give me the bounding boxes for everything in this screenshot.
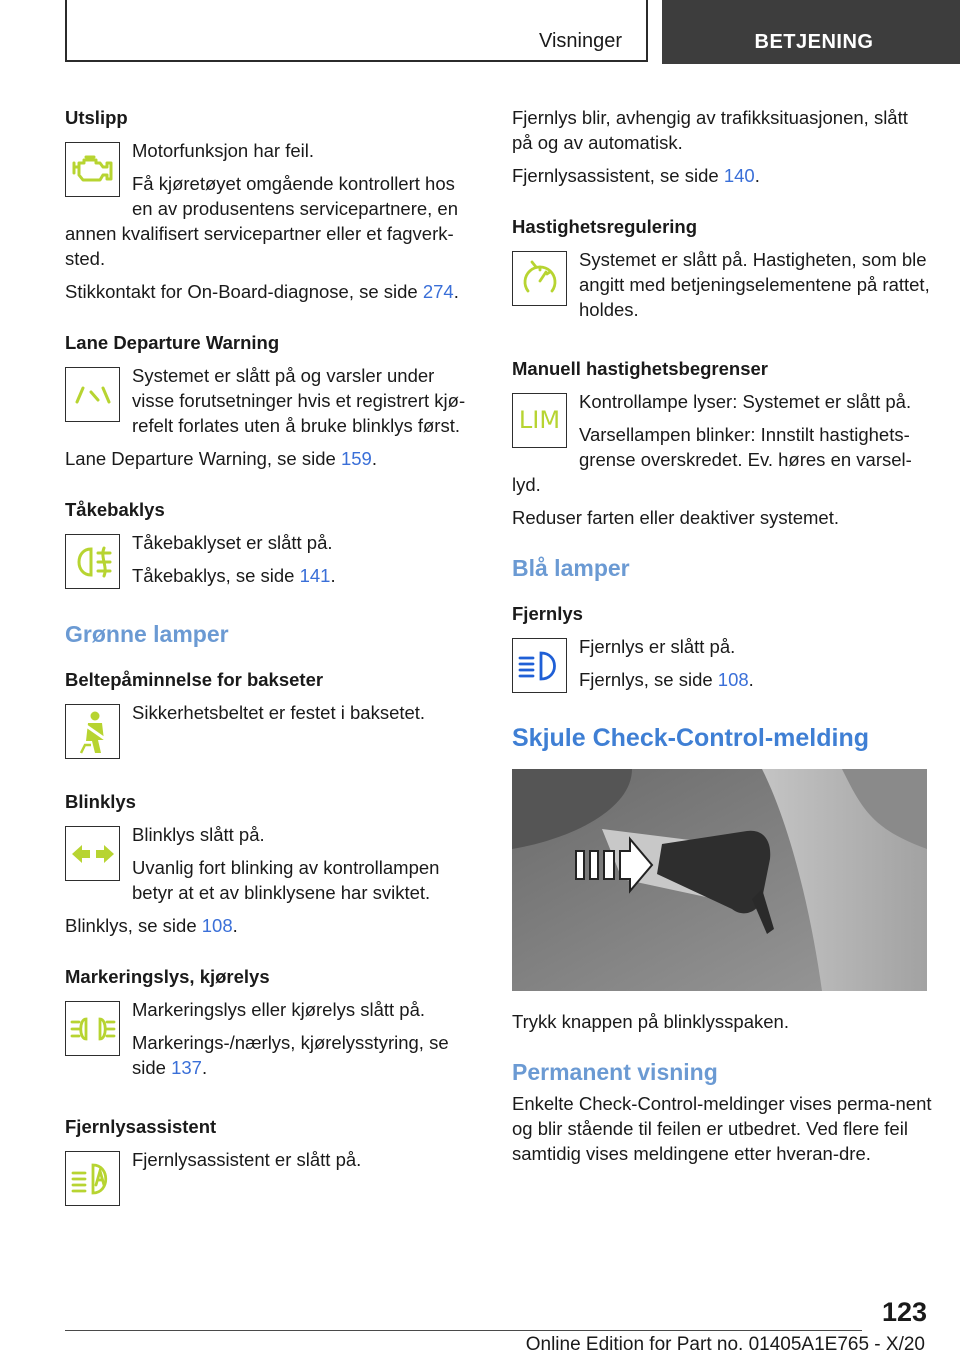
blink-line1: Blinklys slått på. bbox=[132, 824, 265, 845]
highbeam-title: Fjernlys bbox=[512, 603, 583, 624]
header-chapter-tab bbox=[662, 0, 960, 64]
marker-ref-end: . bbox=[201, 1057, 208, 1078]
highbeam-ref-end: . bbox=[748, 669, 754, 690]
page-number: 123 bbox=[881, 1297, 927, 1327]
belt-line1: Sikkerhetsbeltet er festet i baksetet. bbox=[132, 702, 426, 723]
marker-title: Markeringslys, kjørelys bbox=[65, 966, 270, 987]
turn-signal-lever-photo bbox=[512, 769, 927, 991]
blink-ref-link[interactable]: 108 bbox=[201, 915, 233, 936]
utslipp-ref bbox=[65, 279, 475, 304]
limiter-line3: Reduser farten eller deaktiver systemet. bbox=[512, 507, 839, 528]
permanent-heading: Permanent visning bbox=[512, 1059, 718, 1085]
hba-title: Fjernlysassistent bbox=[65, 1116, 217, 1137]
limiter-line2: Varsellampen blinker: Innstilt hastighets-grense overskredet. Ev. høres en varsel-lyd. bbox=[512, 424, 912, 495]
marker-block bbox=[65, 964, 475, 1088]
lane-ref-end: . bbox=[371, 448, 377, 469]
limiter-title: Manuell hastighetsbegrenser bbox=[512, 358, 768, 379]
header-chapter-title: BETJENING bbox=[754, 31, 874, 53]
limiter-block bbox=[512, 356, 932, 530]
blink-block bbox=[65, 789, 475, 938]
blink-line2: Uvanlig fort blinking av kontrollampen betyr at et av blinklysene har sviktet. bbox=[132, 857, 440, 903]
highbeam-ref-text: Fjernlys, se side bbox=[579, 669, 718, 690]
header-section-title: Visninger bbox=[538, 30, 622, 52]
blink-title: Blinklys bbox=[65, 791, 136, 812]
limiter-icon bbox=[512, 393, 567, 448]
belt-title: Beltepåminnelse for bakseter bbox=[65, 669, 324, 690]
header-section-box bbox=[65, 0, 648, 62]
footer-divider bbox=[65, 1330, 862, 1331]
marker-ref-link[interactable]: 137 bbox=[171, 1057, 202, 1078]
highbeam-block bbox=[512, 601, 932, 700]
fog-line1: Tåkebaklyset er slått på. bbox=[132, 532, 333, 553]
utslipp-ref-text: Stikkontakt for On-Board-diagnose, se side bbox=[65, 281, 423, 302]
footer-edition: Online Edition for Part no. 01405A1E765 - X/20 bbox=[525, 1334, 925, 1355]
hba-line1: Fjernlysassistent er slått på. bbox=[132, 1149, 362, 1170]
lane-title: Lane Departure Warning bbox=[65, 332, 280, 353]
cruise-title: Hastighetsregulering bbox=[512, 216, 698, 237]
high-beam-icon bbox=[512, 638, 567, 693]
cruise-block bbox=[512, 214, 932, 330]
highbeam-ref bbox=[512, 667, 932, 692]
permanent-text: Enkelte Check-Control-meldinger vises perma-nent og blir stående til feilen er utbedret. Ved flere feil samtidig vises meldingene etter hveran-dre. bbox=[512, 1093, 932, 1164]
limiter-icon-text: LIM bbox=[518, 406, 561, 434]
lane-ref-text: Lane Departure Warning, se side bbox=[65, 448, 341, 469]
utslipp-ref-link[interactable]: 274 bbox=[422, 281, 454, 302]
fog-block bbox=[65, 497, 475, 596]
marker-ref-text: Markerings-/nærlys, kjørelysstyring, se side bbox=[132, 1032, 449, 1078]
engine-check-icon bbox=[65, 142, 120, 197]
photo-caption: Trykk knappen på blinklysspaken. bbox=[512, 1011, 789, 1032]
intro-ref-link[interactable]: 140 bbox=[723, 165, 755, 186]
utslipp-line1: Motorfunksjon har feil. bbox=[132, 140, 315, 161]
blue-lamps-heading: Blå lamper bbox=[512, 555, 630, 581]
hba-block bbox=[65, 1114, 475, 1210]
highbeam-line1: Fjernlys er slått på. bbox=[579, 636, 736, 657]
hide-check-control-heading: Skjule Check-Control-melding bbox=[512, 724, 869, 752]
fog-ref-link[interactable]: 141 bbox=[299, 565, 331, 586]
turn-signal-icon bbox=[65, 826, 120, 881]
intro-ref-text: Fjernlysassistent, se side bbox=[512, 165, 724, 186]
rear-fog-icon bbox=[65, 534, 120, 589]
utslipp-ref-end: . bbox=[453, 281, 459, 302]
lane-ref-link[interactable]: 159 bbox=[340, 448, 372, 469]
marker-ref bbox=[65, 1030, 475, 1080]
blink-ref-text: Blinklys, se side bbox=[65, 915, 202, 936]
seatbelt-icon bbox=[65, 704, 120, 759]
intro-ref-end: . bbox=[754, 165, 760, 186]
utslipp-title: Utslipp bbox=[65, 107, 128, 128]
high-beam-assistant-icon bbox=[65, 1151, 120, 1206]
highbeam-ref-link[interactable]: 108 bbox=[717, 669, 749, 690]
right-column bbox=[512, 105, 932, 1174]
intro-ref bbox=[512, 163, 932, 188]
fog-ref bbox=[65, 563, 475, 588]
lane-line1: Systemet er slått på og varsler under visse forutsetninger hvis et registrert kjø-refelt forlates uten å bruke blinklys først. bbox=[132, 365, 466, 436]
limiter-line1: Kontrollampe lyser: Systemet er slått på. bbox=[579, 391, 912, 412]
left-column bbox=[65, 105, 475, 1236]
utslipp-line2: Få kjøretøyet omgående kontrollert hos en av produsentens servicepartnere, en annen kvalifisert servicepartner eller et fagverk-sted. bbox=[65, 173, 459, 269]
fog-ref-text: Tåkebaklys, se side bbox=[132, 565, 300, 586]
parking-lights-icon bbox=[65, 1001, 120, 1056]
cruise-line1: Systemet er slått på. Hastigheten, som ble angitt med betjeningselementene på rattet, holdes. bbox=[579, 249, 930, 320]
green-lamps-heading: Grønne lamper bbox=[65, 621, 229, 647]
blink-ref-end: . bbox=[232, 915, 238, 936]
fog-ref-end: . bbox=[330, 565, 336, 586]
lane-block bbox=[65, 330, 475, 471]
intro-line1: Fjernlys blir, avhengig av trafikksituasjonen, slått på og av automatisk. bbox=[512, 107, 908, 153]
utslipp-block bbox=[65, 105, 475, 304]
blink-ref bbox=[65, 913, 475, 938]
belt-block bbox=[65, 667, 475, 763]
lane-ref bbox=[65, 446, 475, 471]
cruise-control-icon bbox=[512, 251, 567, 306]
marker-line1: Markeringslys eller kjørelys slått på. bbox=[132, 999, 425, 1020]
lane-departure-icon bbox=[65, 367, 120, 422]
fog-title: Tåkebaklys bbox=[65, 499, 165, 520]
